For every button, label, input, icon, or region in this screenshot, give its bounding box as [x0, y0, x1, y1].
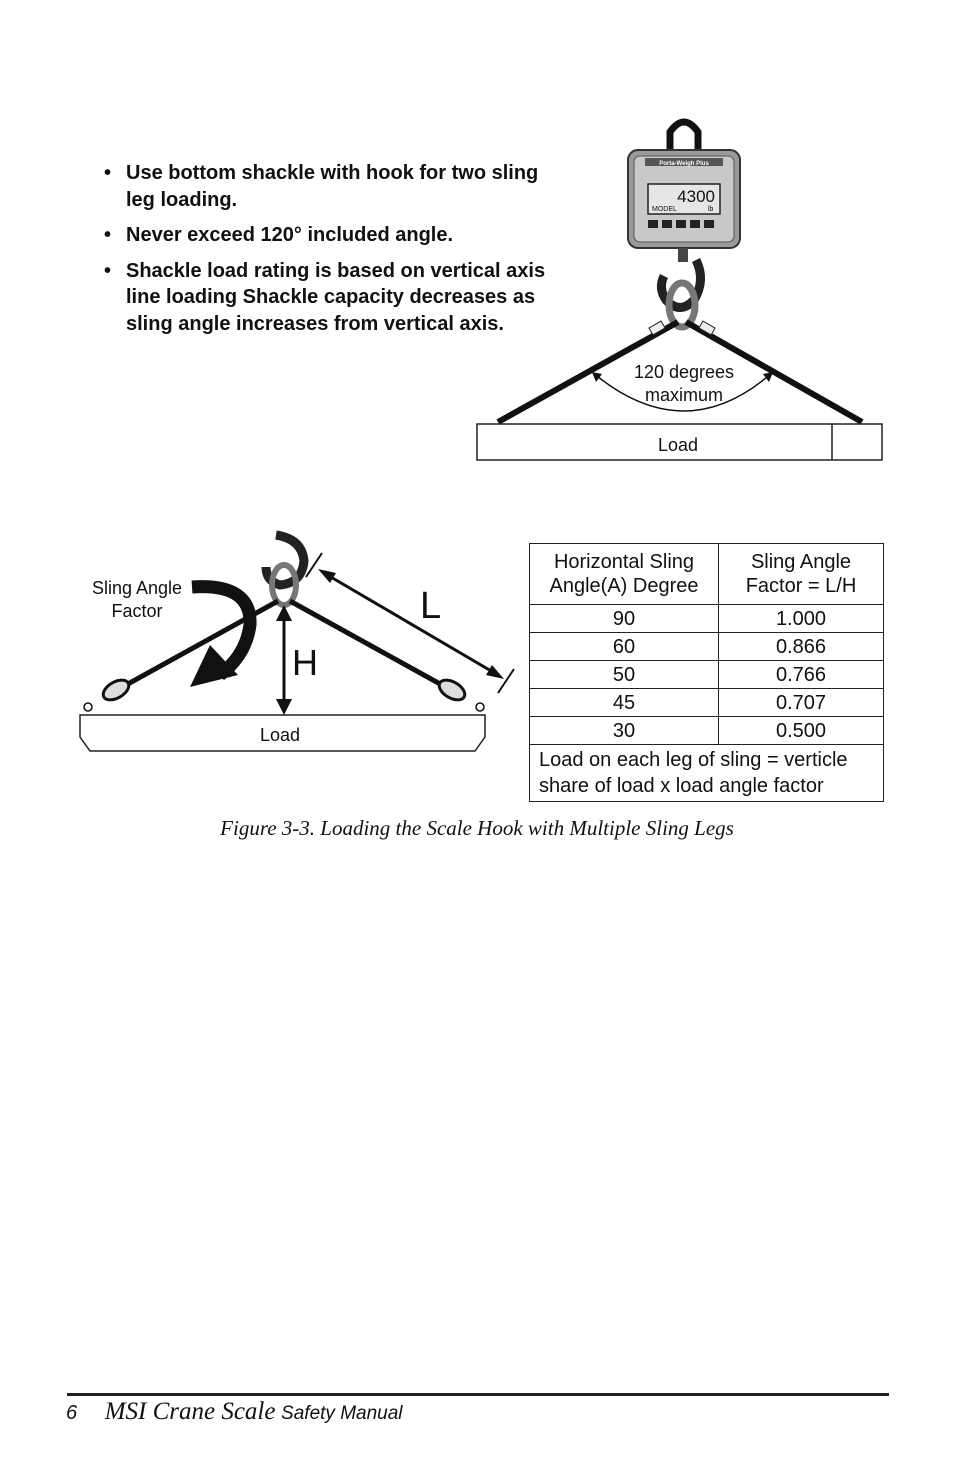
- factor-cell: 0.766: [719, 661, 884, 689]
- angle-cell: 60: [530, 633, 719, 661]
- footer-brand: MSI Crane Scale: [104, 1398, 276, 1425]
- sling-angle-label-line1: Sling Angle: [91, 578, 183, 598]
- angle-cell: 30: [530, 717, 719, 745]
- table-note-row: [530, 745, 884, 802]
- bullet-dot: •: [104, 162, 112, 184]
- bullet-text: Never exceed 120° included angle.: [126, 224, 454, 246]
- table-row: [530, 661, 884, 689]
- table-row: [530, 689, 884, 717]
- factor-cell: 1.000: [719, 605, 884, 633]
- footer-manual-title: Safety Manual: [281, 1403, 403, 1424]
- angle-cell: 90: [530, 605, 719, 633]
- header-angle: Horizontal Sling Angle(A) Degree: [530, 544, 719, 605]
- header-factor: Sling Angle Factor = L/H: [719, 544, 884, 605]
- length-dimension-line: [324, 573, 498, 675]
- display-unit: lb: [708, 206, 714, 213]
- height-label: H: [292, 642, 318, 683]
- top-shackle-icon: [670, 122, 698, 152]
- crane-scale-figure: [470, 110, 890, 470]
- sling-angle-table: [529, 543, 884, 802]
- angle-label-line1: 120 degrees: [633, 362, 735, 382]
- angle-cell: 50: [530, 661, 719, 689]
- bullet-text: Shackle load rating is based on vertical axis line loading Shackle capacity decreases as sling angle increases from vertical axis.: [126, 259, 546, 335]
- sling-angle-diagram: [70, 525, 520, 765]
- display-value: 4300: [677, 187, 715, 206]
- factor-cell: 0.707: [719, 689, 884, 717]
- scale-brand-text: Porta-Weigh Plus: [659, 161, 709, 167]
- bullet-dot: •: [104, 224, 112, 246]
- bullet-text: Use bottom shackle with hook for two sling leg loading.: [126, 162, 539, 211]
- figure-caption: Figure 3-3. Loading the Scale Hook with Multiple Sling Legs: [220, 816, 734, 840]
- load-label: Load: [657, 435, 699, 455]
- sling-angle-label-line2: Factor: [111, 601, 163, 621]
- angle-cell: 45: [530, 689, 719, 717]
- display-model: MODEL: [652, 206, 677, 213]
- table-row: [530, 605, 884, 633]
- bullet-dot: •: [104, 259, 112, 282]
- footer-rule: [67, 1393, 889, 1396]
- length-label: L: [420, 585, 442, 627]
- table-row: [530, 633, 884, 661]
- table-header-row: [530, 544, 884, 605]
- angle-label-line2: maximum: [644, 385, 724, 405]
- footer: [66, 1398, 403, 1426]
- factor-cell: 0.500: [719, 717, 884, 745]
- table-row: [530, 717, 884, 745]
- table-note: Load on each leg of sling = verticle share of load x load angle factor: [530, 745, 884, 802]
- scale-buttons: [648, 220, 714, 228]
- load-label: Load: [259, 725, 301, 745]
- factor-cell: 0.866: [719, 633, 884, 661]
- page-number: 6: [66, 1402, 78, 1424]
